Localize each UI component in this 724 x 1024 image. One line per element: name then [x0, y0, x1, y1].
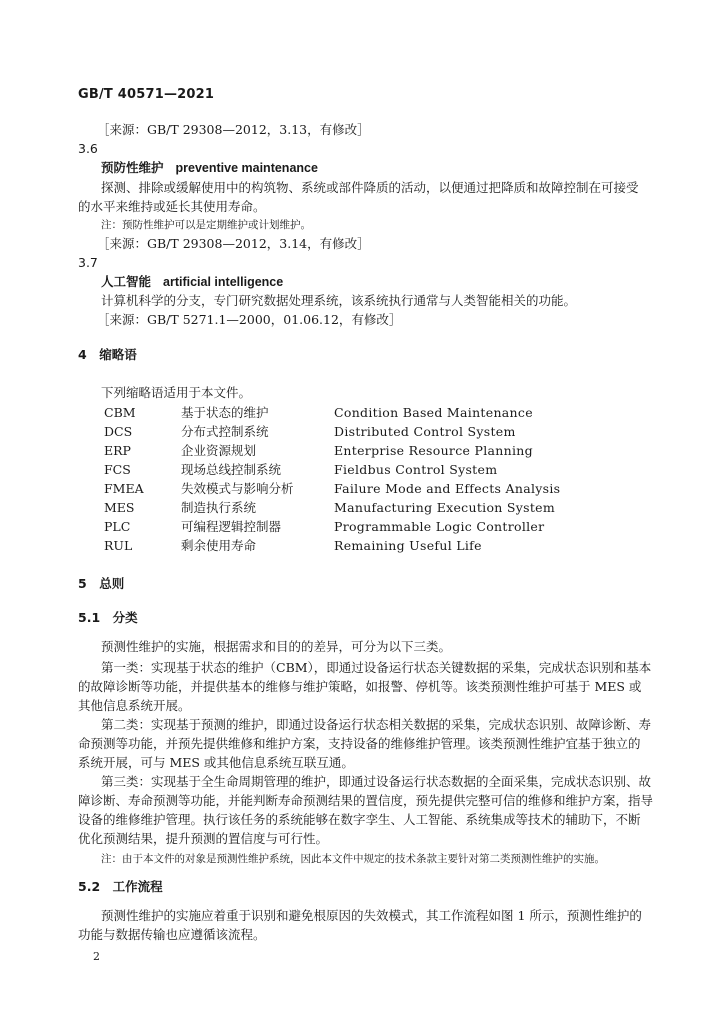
- section-5-1-heading: 5.1 分类: [78, 610, 138, 625]
- para-intro: 预测性维护的实施，根据需求和目的的差异，可分为以下三类。: [101, 639, 452, 654]
- abbr-code: RUL: [104, 538, 133, 553]
- abbr-chinese: 失效模式与影响分析: [181, 481, 294, 496]
- para-3-line3: 设备的维修维护管理。执行该任务的系统能够在数字孪生、人工智能、系统集成等技术的辅助下，不断: [78, 812, 641, 827]
- abbr-chinese: 基于状态的维护: [181, 405, 269, 420]
- source-3-6: ［来源：GB/T 29308—2012，3.14，有修改］: [97, 236, 370, 251]
- term-3-7-cn: 人工智能: [101, 274, 152, 289]
- definition-3-7: 计算机科学的分支，专门研究数据处理系统，该系统执行通常与人类智能相关的功能。: [101, 293, 577, 308]
- abbr-intro: 下列缩略语适用于本文件。: [101, 385, 252, 400]
- term-3-7: [101, 273, 283, 291]
- para-2-line1: 第二类：实现基于预测的维护，即通过设备运行状态相关数据的采集，完成状态识别、故障诊断、寿: [101, 717, 652, 732]
- para-3-line4: 优化预测结果，提升预测的置信度与可行性。: [78, 831, 329, 846]
- section-4-heading: 4 缩略语: [78, 347, 137, 362]
- abbr-code: PLC: [104, 519, 131, 534]
- abbr-code: DCS: [104, 424, 133, 439]
- standard-header: GB/T 40571—2021: [78, 87, 215, 102]
- para-1-line3: 其他信息系统开展。: [78, 698, 191, 713]
- abbr-english: Condition Based Maintenance: [334, 405, 533, 420]
- abbr-code: MES: [104, 500, 135, 515]
- abbr-english: Fieldbus Control System: [334, 462, 498, 477]
- section-5-heading: 5 总则: [78, 576, 125, 591]
- term-3-7-en: artificial intelligence: [163, 275, 284, 289]
- para-2-line2: 命预测等功能，并预先提供维修和维护方案，支持设备的维修维护管理。该类预测性维护宜基于独立的: [78, 736, 641, 751]
- para-3-line1: 第三类：实现基于全生命周期管理的维护，即通过设备运行状态数据的全面采集，完成状态识别、故: [101, 774, 652, 789]
- abbr-english: Enterprise Resource Planning: [334, 443, 533, 458]
- abbr-english: Manufacturing Execution System: [334, 500, 556, 515]
- term-3-6-cn: 预防性维护: [101, 160, 164, 175]
- abbr-code: FCS: [104, 462, 131, 477]
- definition-3-6-line2: 的水平来维持或延长其使用寿命。: [78, 199, 266, 214]
- para-4-line1: 预测性维护的实施应着重于识别和避免根原因的失效模式，其工作流程如图 1 所示，预测性维护的: [101, 908, 642, 923]
- abbr-english: Programmable Logic Controller: [334, 519, 545, 534]
- clause-3-6-number: 3.6: [78, 141, 98, 156]
- abbr-code: FMEA: [104, 481, 144, 496]
- para-1-line1: 第一类：实现基于状态的维护（CBM），即通过设备运行状态关键数据的采集，完成状态识别和基本: [101, 660, 652, 675]
- abbr-english: Distributed Control System: [334, 424, 516, 439]
- abbr-chinese: 现场总线控制系统: [181, 462, 282, 477]
- para-1-line2: 的故障诊断等功能，并提供基本的维修与维护策略，如报警、停机等。该类预测性维护可基于 MES 或: [78, 679, 642, 694]
- abbr-code: ERP: [104, 443, 131, 458]
- abbr-english: Failure Mode and Effects Analysis: [334, 481, 561, 496]
- para-4-line2: 功能与数据传输也应遵循该流程。: [78, 927, 266, 942]
- definition-3-6-line1: 探测、排除或缓解使用中的构筑物、系统或部件降质的活动，以便通过把降质和故障控制在可接受: [101, 180, 639, 195]
- section-5-2-heading: 5.2 工作流程: [78, 879, 163, 894]
- abbr-code: CBM: [104, 405, 136, 420]
- note-3-6: 注：预防性维护可以是定期维护或计划维护。: [101, 219, 311, 231]
- abbr-chinese: 企业资源规划: [181, 443, 257, 458]
- abbr-english: Remaining Useful Life: [334, 538, 482, 553]
- abbr-chinese: 制造执行系统: [181, 500, 257, 515]
- abbr-chinese: 可编程逻辑控制器: [181, 519, 282, 534]
- page-number: 2: [93, 950, 100, 963]
- source-3-7: ［来源：GB/T 5271.1—2000，01.06.12，有修改］: [97, 312, 402, 327]
- term-3-6: [101, 159, 318, 177]
- term-3-6-en: preventive maintenance: [175, 161, 318, 175]
- para-3-line2: 障诊断、寿命预测等功能，并能判断寿命预测结果的置信度，预先提供完整可信的维修和维护方案，指导: [78, 793, 654, 808]
- note-5-1: 注：由于本文件的对象是预测性维护系统，因此本文件中规定的技术条款主要针对第二类预测性维护的实施。: [101, 853, 605, 865]
- source-3-5: ［来源：GB/T 29308—2012，3.13，有修改］: [97, 122, 370, 137]
- abbr-chinese: 剩余使用寿命: [181, 538, 257, 553]
- para-2-line3: 系统开展，可与 MES 或其他信息系统互联互通。: [78, 755, 354, 770]
- clause-3-7-number: 3.7: [78, 255, 98, 270]
- abbr-chinese: 分布式控制系统: [181, 424, 269, 439]
